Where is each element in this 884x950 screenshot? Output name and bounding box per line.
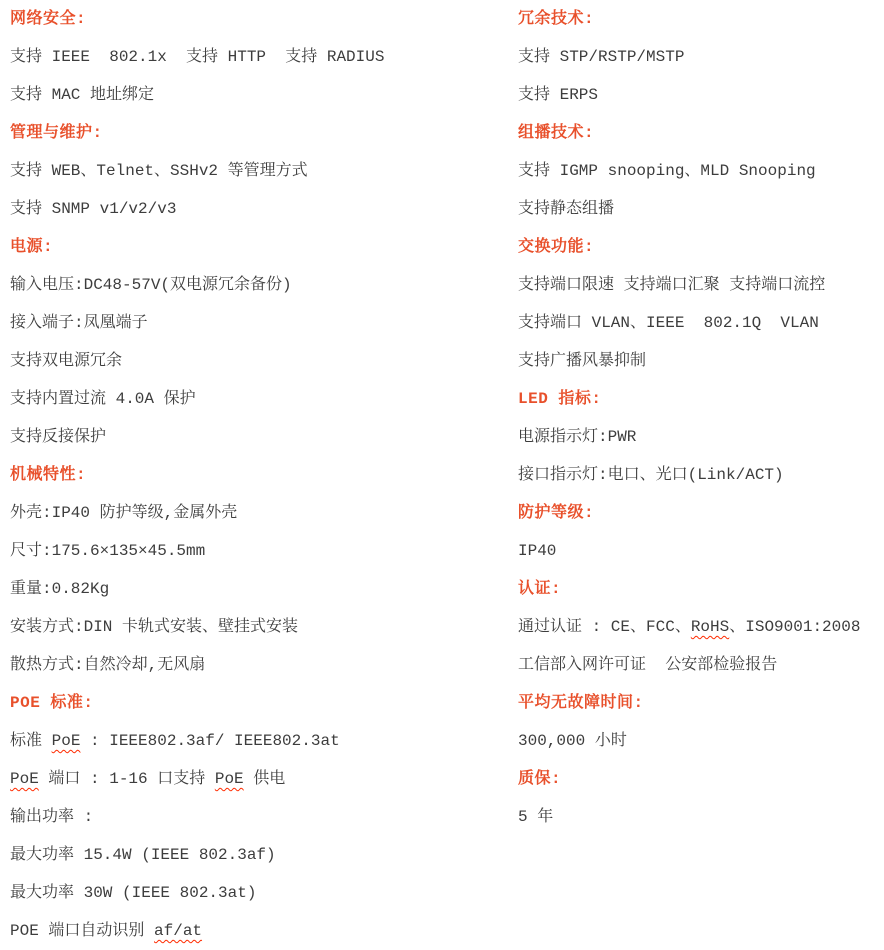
spec-text: 输出功率 :	[10, 808, 94, 826]
spec-line	[10, 38, 518, 76]
spellcheck-underlined-text: PoE	[51, 732, 81, 750]
spellcheck-underlined-text: af/at	[154, 922, 203, 940]
spec-line	[10, 342, 518, 380]
spec-line	[10, 190, 518, 228]
spec-text: 支持 WEB、Telnet、SSHv2 等管理方式	[10, 162, 308, 180]
spellcheck-underlined-text: PoE	[10, 770, 39, 788]
spec-column-right	[518, 0, 884, 950]
spec-text: 支持双电源冗余	[10, 352, 123, 370]
spec-text: 接口指示灯:电口、光口(Link/ACT)	[518, 466, 784, 484]
section-heading: 管理与维护:	[10, 124, 103, 142]
spec-text: 供电	[243, 770, 286, 788]
spec-line	[518, 722, 884, 760]
spec-line	[10, 798, 518, 836]
spellcheck-underlined-text: RoHS	[690, 618, 730, 636]
spec-text: 重量:0.82Kg	[10, 580, 110, 598]
section-heading: 机械特性:	[10, 466, 87, 484]
spec-line	[518, 456, 884, 494]
spec-line	[10, 836, 518, 874]
spec-line	[10, 532, 518, 570]
spec-text: 标准	[10, 732, 52, 750]
spec-line	[10, 304, 518, 342]
spec-line	[10, 380, 518, 418]
spec-line	[10, 608, 518, 646]
section-heading: 质保:	[518, 770, 562, 788]
spec-line	[518, 152, 884, 190]
spec-line	[10, 722, 518, 760]
spec-text: POE 端口自动识别	[10, 922, 155, 940]
spec-line	[10, 76, 518, 114]
spec-text: 接入端子:凤凰端子	[10, 314, 148, 332]
spec-line	[10, 570, 518, 608]
spec-text: 支持 STP/RSTP/MSTP	[518, 48, 685, 66]
spec-text: 输入电压:DC48-57V(双电源冗余备份)	[10, 276, 292, 294]
spec-line	[518, 266, 884, 304]
spec-text: 、ISO9001:2008	[729, 618, 861, 636]
section-heading: LED 指标:	[518, 390, 602, 408]
spec-line	[10, 266, 518, 304]
spec-text: 支持内置过流 4.0A 保护	[10, 390, 196, 408]
spec-text: : IEEE802.3af/ IEEE802.3at	[80, 732, 340, 750]
spec-text: 最大功率 30W (IEEE 802.3at)	[10, 884, 257, 902]
spec-text: 散热方式:自然冷却,无风扇	[10, 656, 206, 674]
spec-text: 外壳:IP40 防护等级,金属外壳	[10, 504, 238, 522]
section-heading: 网络安全:	[10, 10, 87, 28]
spec-line	[518, 418, 884, 456]
spec-text: 支持 IGMP snooping、MLD Snooping	[518, 162, 816, 180]
section-heading: 平均无故障时间:	[518, 694, 644, 712]
spec-text: 支持静态组播	[518, 200, 615, 218]
section-heading: 电源:	[10, 238, 54, 256]
spec-text: 尺寸:175.6×135×45.5mm	[10, 542, 206, 560]
spec-line	[10, 152, 518, 190]
spec-line	[10, 418, 518, 456]
spec-text: 安装方式:DIN 卡轨式安装、壁挂式安装	[10, 618, 299, 636]
spec-line	[518, 304, 884, 342]
section-heading: POE 标准:	[10, 694, 94, 712]
spec-text: 端口 : 1-16 口支持	[38, 770, 215, 788]
spec-line	[518, 38, 884, 76]
spec-text: 支持 MAC 地址绑定	[10, 86, 155, 104]
spec-line	[10, 646, 518, 684]
spec-line	[518, 608, 884, 646]
section-heading: 防护等级:	[518, 504, 595, 522]
spec-text: 支持端口限速 支持端口汇聚 支持端口流控	[518, 276, 826, 294]
spec-text: 通过认证 : CE、FCC、	[518, 618, 691, 636]
spec-text: 工信部入网许可证 公安部检验报告	[518, 656, 778, 674]
spec-line	[10, 760, 518, 798]
spec-column-left	[10, 0, 518, 950]
spec-line	[518, 646, 884, 684]
spec-line	[518, 190, 884, 228]
spec-line	[10, 494, 518, 532]
spec-text: 支持 ERPS	[518, 86, 599, 104]
spec-text: 5 年	[518, 808, 554, 826]
spec-text: 支持端口 VLAN、IEEE 802.1Q VLAN	[518, 314, 819, 332]
spec-text: 支持 IEEE 802.1x 支持 HTTP 支持 RADIUS	[10, 48, 385, 66]
spec-text: 支持 SNMP v1/v2/v3	[10, 200, 177, 218]
spec-line	[518, 342, 884, 380]
spec-text: 最大功率 15.4W (IEEE 802.3af)	[10, 846, 276, 864]
spec-line	[518, 76, 884, 114]
section-heading: 交换功能:	[518, 238, 595, 256]
spec-text: 电源指示灯:PWR	[518, 428, 637, 446]
spellcheck-underlined-text: PoE	[214, 770, 244, 788]
spec-line	[10, 912, 518, 950]
section-heading: 组播技术:	[518, 124, 595, 142]
spec-text: IP40	[518, 542, 557, 560]
spec-text: 300,000 小时	[518, 732, 627, 750]
spec-line	[10, 874, 518, 912]
spec-text: 支持广播风暴抑制	[518, 352, 647, 370]
section-heading: 冗余技术:	[518, 10, 595, 28]
spec-text: 支持反接保护	[10, 428, 107, 446]
spec-line	[518, 798, 884, 836]
spec-line	[518, 532, 884, 570]
section-heading: 认证:	[518, 580, 562, 598]
